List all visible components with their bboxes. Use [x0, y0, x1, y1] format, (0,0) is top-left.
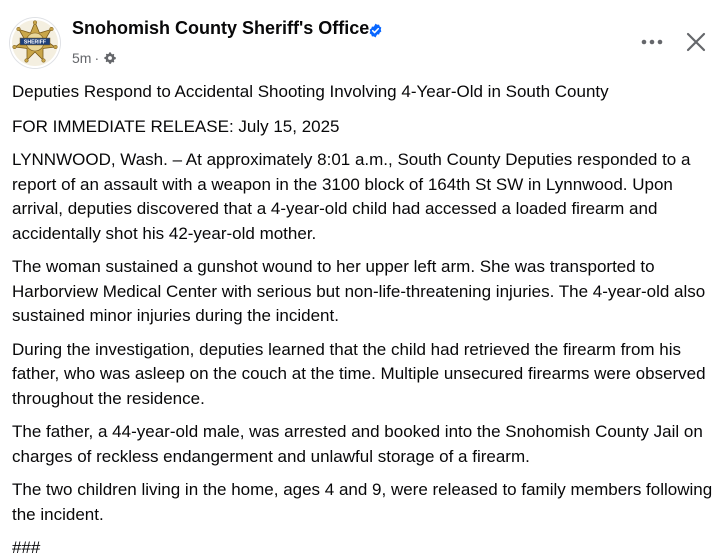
release-date: FOR IMMEDIATE RELEASE: July 15, 2025	[12, 116, 340, 136]
end-marker: ###	[12, 538, 41, 557]
meta-separator: ·	[94, 50, 100, 66]
post-paragraph: The woman sustained a gunshot wound to her upper left arm. She was transported to Harborview Medical Center with serious but non-life-threatening injuries. The 4-year-old also sustained minor injuries during the incident.	[12, 257, 706, 325]
more-options-button[interactable]	[636, 30, 668, 54]
avatar-text: SHERIFF	[23, 39, 47, 46]
more-options-icon	[641, 39, 663, 45]
page-name-link[interactable]: Snohomish County Sheriff's Office	[72, 18, 370, 38]
gear-icon[interactable]	[103, 51, 117, 65]
post-paragraph: The father, a 44-year-old male, was arrested and booked into the Snohomish County Jail on charges of reckless endangerment and unlawful storage of a firearm.	[12, 422, 703, 466]
post-headline: Deputies Respond to Accidental Shooting Involving 4-Year-Old in South County	[12, 82, 609, 101]
verified-badge-icon	[368, 23, 383, 38]
post-meta	[72, 49, 117, 67]
post-header	[0, 0, 723, 76]
post-body	[12, 80, 723, 560]
post-paragraph: The two children living in the home, ages 4 and 9, were released to family members following the incident.	[12, 480, 713, 524]
post-paragraph: During the investigation, deputies learned that the child had retrieved the firearm from his father, who was asleep on the couch at the time. Multiple unsecured firearms were observed throughout the residence.	[12, 339, 706, 408]
sheriff-badge-logo	[10, 18, 60, 68]
close-icon	[686, 32, 706, 52]
post-timestamp[interactable]: 5m	[72, 50, 92, 66]
close-button[interactable]	[682, 28, 710, 56]
post-paragraph: LYNNWOOD, Wash. – At approximately 8:01 a.m., South County Deputies responded to a report of an assault with a weapon in the 3100 block of 164th St SW in Lynnwood. Upon arrival, deputies discovered that a 4-year-old child had accessed a loaded firearm and accidentally shot his 42-year-old mother.	[12, 150, 691, 243]
page-avatar[interactable]	[10, 18, 60, 68]
